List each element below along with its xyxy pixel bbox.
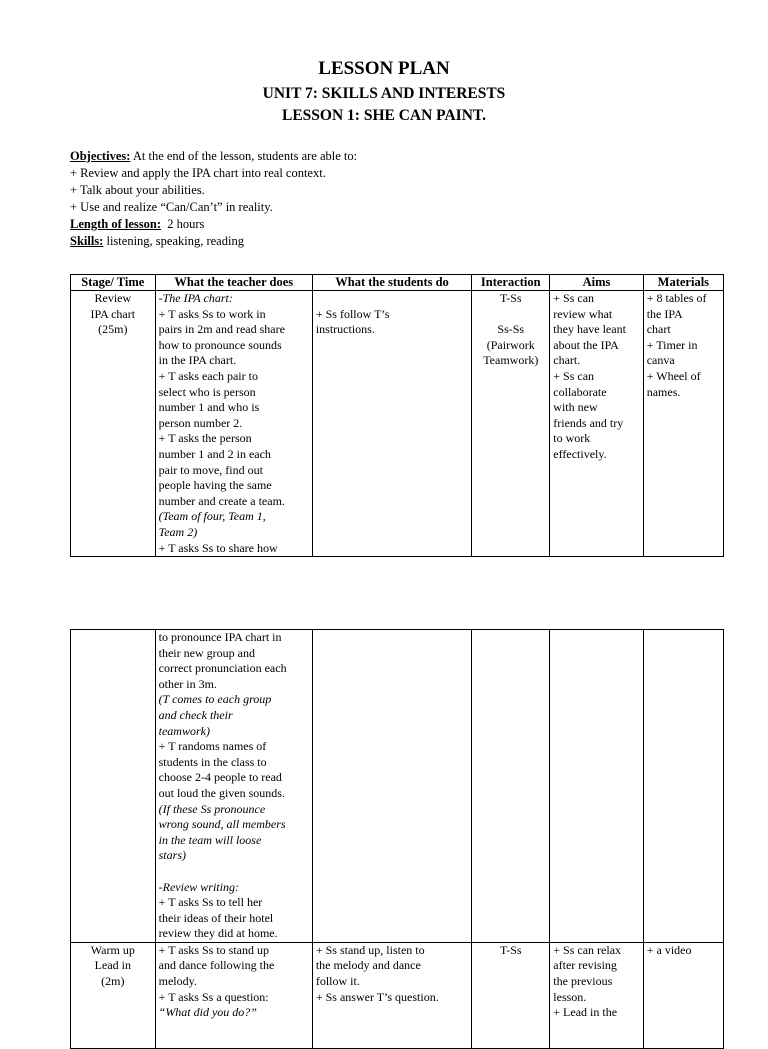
cell-line: + Wheel of [646, 368, 701, 383]
cell-line: in the team will loose [158, 832, 262, 847]
students-cell [312, 630, 471, 943]
cell-line: the IPA [646, 306, 683, 321]
students-cell [312, 942, 471, 1048]
cell-line: the melody and dance [315, 958, 421, 973]
cell-line: collaborate [553, 384, 607, 399]
cell-line: + Ss can [553, 368, 595, 383]
cell-line: students in the class to [158, 754, 267, 769]
cell-line: out loud the given sounds. [158, 785, 285, 800]
cell-line: choose 2-4 people to read [158, 770, 282, 785]
cell-line: lesson. [553, 989, 587, 1004]
cell-line: to work [553, 431, 591, 446]
length-label: Length of lesson: [70, 217, 161, 231]
cell-line: (If these Ss pronounce [158, 801, 266, 816]
cell-line [316, 291, 468, 307]
header-cell: Aims [550, 275, 643, 291]
table-header-row [71, 275, 724, 291]
objective-item: + Use and realize “Can/Can’t” in reality. [70, 200, 273, 214]
cell-line: melody. [158, 974, 197, 989]
materials-cell [643, 630, 723, 943]
cell-line: effectively. [553, 446, 607, 461]
cell-line: + T asks the person [158, 431, 252, 446]
cell-line: -The IPA chart: [158, 291, 233, 305]
cell-line: follow it. [315, 974, 360, 989]
cell-line: they have leant [553, 322, 626, 337]
cell-line: number 1 and who is [158, 400, 260, 415]
cell-line: chart [646, 322, 671, 337]
cell-line: review what [553, 306, 613, 321]
cell-line: review they did at home. [158, 926, 278, 941]
objectives-row [70, 148, 730, 165]
interaction-cell [472, 630, 550, 943]
cell-line: + Ss can relax [553, 942, 622, 957]
cell-line [475, 307, 546, 323]
cell-line: (Pairwork [486, 337, 535, 352]
cell-line: (Team of four, Team 1, [158, 509, 266, 524]
cell-line: + T asks each pair to [158, 368, 258, 383]
header-cell: Stage/ Time [71, 275, 156, 291]
length-value: 2 hours [160, 217, 205, 231]
materials-cell [643, 942, 723, 1048]
lesson-meta [70, 148, 730, 250]
cell-line: Warm up [90, 942, 135, 957]
cell-line: (25m) [98, 322, 128, 337]
cell-line: (T comes to each group [158, 692, 272, 707]
cell-line: how to pronounce sounds [158, 337, 282, 352]
students-cell [312, 291, 471, 557]
header-cell: Materials [643, 275, 723, 291]
cell-line: person number 2. [158, 415, 243, 430]
cell-line: other in 3m. [158, 676, 217, 691]
cell-line: number and create a team. [158, 493, 285, 508]
cell-line: + T asks Ss to stand up [158, 942, 269, 957]
cell-line: + Lead in the [553, 1005, 618, 1020]
length-row [70, 216, 730, 233]
document-header [0, 57, 768, 126]
objective-item: + Talk about your abilities. [70, 183, 205, 197]
cell-line: in the IPA chart. [158, 353, 237, 368]
cell-line: + T asks Ss to share how [158, 540, 278, 555]
teacher-cell [155, 942, 312, 1048]
cell-line: Review [94, 291, 132, 305]
table-row [71, 291, 724, 557]
cell-line: after revising [553, 958, 617, 973]
objective-item: + Review and apply the IPA chart into real context. [70, 166, 326, 180]
lesson-plan-table-page1 [70, 274, 724, 557]
cell-line: + Ss can [553, 291, 595, 305]
cell-line: and dance following the [158, 958, 275, 973]
cell-line: T-Ss [499, 942, 522, 957]
teacher-cell [155, 630, 312, 943]
cell-line: the previous [553, 974, 613, 989]
cell-line: T-Ss [499, 291, 522, 305]
cell-line: Lead in [94, 958, 131, 973]
teacher-cell [155, 291, 312, 557]
cell-line: pairs in 2m and read share [158, 322, 285, 337]
skills-label: Skills: [70, 234, 104, 248]
cell-line: pair to move, find out [158, 462, 263, 477]
cell-line: friends and try [553, 415, 624, 430]
cell-line: + Ss follow T’s [315, 306, 390, 321]
doc-title: LESSON PLAN [318, 58, 450, 79]
cell-line: “What did you do?” [158, 1005, 257, 1020]
cell-line: + T randoms names of [158, 739, 267, 754]
skills-row [70, 233, 730, 250]
cell-line: and check their [158, 707, 233, 722]
cell-line: with new [553, 400, 598, 415]
header-cell: Interaction [472, 275, 550, 291]
cell-line: + Ss stand up, listen to [315, 942, 425, 957]
table-row [71, 942, 724, 1048]
lesson-plan-table-page2 [70, 629, 724, 1049]
aims-cell [550, 630, 643, 943]
objectives-text: At the end of the lesson, students are able to: [130, 149, 358, 163]
objectives-label: Objectives: [70, 149, 131, 163]
cell-line: + a video [646, 942, 692, 957]
cell-line: chart. [553, 353, 581, 368]
stage-cell [71, 291, 156, 557]
cell-line: (2m) [101, 974, 125, 989]
stage-cell [71, 630, 156, 943]
cell-line: stars) [158, 848, 186, 863]
interaction-cell [472, 942, 550, 1048]
cell-line: number 1 and 2 in each [158, 446, 271, 461]
cell-line: + Ss answer T’s question. [315, 989, 439, 1004]
skills-value: listening, speaking, reading [103, 234, 244, 248]
unit-title: UNIT 7: SKILLS AND INTERESTS [262, 85, 506, 102]
cell-line: Teamwork) [483, 353, 539, 368]
aims-cell [550, 291, 643, 557]
cell-line: correct pronunciation each [158, 661, 287, 676]
cell-line: -Review writing: [158, 879, 239, 894]
table-row [71, 630, 724, 943]
cell-line: about the IPA [553, 337, 619, 352]
cell-line: Team 2) [158, 524, 198, 539]
cell-line: + T asks Ss a question: [158, 989, 269, 1004]
cell-line: canva [646, 353, 675, 368]
cell-line: IPA chart [90, 306, 136, 321]
cell-line: + T asks Ss to tell her [158, 895, 263, 910]
header-cell: What the teacher does [155, 275, 312, 291]
cell-gap [159, 864, 309, 880]
cell-line: teamwork) [158, 723, 210, 738]
cell-line: Ss-Ss [497, 322, 525, 337]
cell-line: instructions. [315, 322, 375, 337]
cell-line: people having the same [158, 478, 272, 493]
cell-line: wrong sound, all members [158, 817, 286, 832]
materials-cell [643, 291, 723, 557]
header-cell: What the students do [312, 275, 471, 291]
cell-line: select who is person [158, 384, 256, 399]
interaction-cell [472, 291, 550, 557]
cell-line: to pronounce IPA chart in [158, 630, 282, 644]
cell-line: their ideas of their hotel [158, 910, 274, 925]
cell-line: + Timer in [646, 337, 698, 352]
lesson-title: LESSON 1: SHE CAN PAINT. [282, 107, 486, 124]
aims-cell [550, 942, 643, 1048]
stage-cell [71, 942, 156, 1048]
cell-line: their new group and [158, 645, 255, 660]
cell-line: + 8 tables of [646, 291, 707, 305]
cell-line: + T asks Ss to work in [158, 306, 266, 321]
cell-line: names. [646, 384, 681, 399]
